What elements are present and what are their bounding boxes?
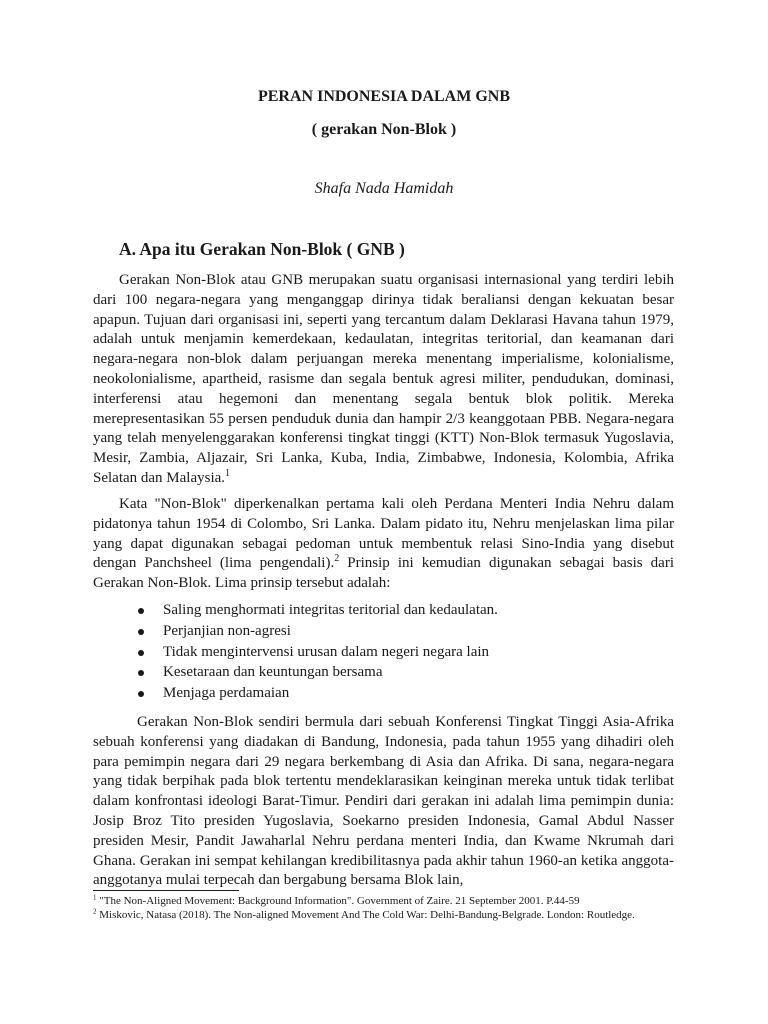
principles-list — [136, 600, 498, 704]
list-item-text: Kesetaraan dan keuntungan bersama — [163, 664, 383, 681]
bullet-icon — [138, 608, 144, 614]
footnote-text: Miskovic, Natasa (2018). The Non-aligned Movement And The Cold War: Delhi-Bandung-Belgrade. London: Routledge. — [96, 909, 635, 921]
footnote-number: 2 — [93, 907, 97, 916]
bullet-icon — [138, 691, 144, 697]
section-heading: A. Apa itu Gerakan Non-Blok ( GNB ) — [119, 239, 405, 259]
document-subtitle: ( gerakan Non-Blok ) — [311, 121, 457, 138]
paragraph-1-text: Gerakan Non-Blok atau GNB merupakan suatu organisasi internasional yang terdiri lebih dari 100 negara-negara yang menganggap dirinya tidak beraliansi dengan kekuatan besar apapun. Tujuan dari organisasi ini, seperti yang tercantum dalam Deklarasi Havana tahun 1979, adalah untuk menjamin kemerdekaan, kedaulatan, integritas teritorial, dan keamanan dari negara-negara non-blok dalam perjuangan mereka menentang imperialisme, kolonialisme, neokolonialisme, apartheid, rasisme dan segala bentuk agresi militer, pendudukan, dominasi, interferensi atau hegemoni dan menentang segala bentuk blok politik. Mereka merepresentasikan 55 persen penduduk dunia dan hampir 2/3 keanggotaan PBB. Negara-negara yang telah menyelenggarakan konferensi tingkat tinggi (KTT) Non-Blok termasuk Yugoslavia, Mesir, Zambia, Aljazair, Sri Lanka, Kuba, India, Zimbabwe, Indonesia, Kolombia, Afrika Selatan dan Malaysia. — [93, 272, 674, 486]
bullet-icon — [138, 670, 144, 676]
list-item — [136, 662, 498, 683]
list-item — [136, 683, 498, 704]
list-item — [136, 642, 498, 663]
author-name: Shafa Nada Hamidah — [314, 180, 454, 197]
bullet-icon — [138, 650, 144, 656]
footnote-text: "The Non-Aligned Movement: Background Information". Government of Zaire. 21 September 2001. P.44-59 — [96, 895, 580, 907]
footnote-reference-1: 1 — [225, 467, 231, 479]
list-item — [136, 600, 498, 621]
footnote-number: 1 — [93, 893, 97, 902]
list-item — [136, 621, 498, 642]
footnote-separator — [93, 890, 239, 891]
footnote-reference-2: 2 — [334, 553, 340, 565]
bullet-icon — [138, 629, 144, 635]
list-item-text: Tidak mengintervensi urusan dalam negeri negara lain — [163, 643, 490, 660]
footnote-1 — [93, 894, 674, 908]
paragraph-2-text-a: Kata "Non-Blok" diperkenalkan pertama kali oleh Perdana Menteri India Nehru dalam pidatonya tahun 1954 di Colombo, Sri Lanka. Dalam pidato itu, Nehru menjelaskan lima pilar yang dapat digunakan sebagai pedoman untuk membentuk relasi Sino-India yang disebut dengan Panchsheel (lima pengendali). — [93, 496, 674, 572]
list-item-text: Menjaga perdamaian — [163, 685, 290, 702]
document-title: PERAN INDONESIA DALAM GNB — [257, 88, 511, 105]
paragraph-3: Gerakan Non-Blok sendiri bermula dari sebuah Konferensi Tingkat Tinggi Asia-Afrika sebuah konferensi yang diadakan di Bandung, Indonesia, pada tahun 1955 yang dihadiri oleh para pemimpin negara dari 29 negara berkembang di Asia dan Afrika. Di sana, negara-negara yang tidak berpihak pada blok tertentu mendeklarasikan keinginan mereka untuk tidak terlibat dalam konfrontasi ideologi Barat-Timur. Pendiri dari gerakan ini adalah lima pemimpin dunia: Josip Broz Tito presiden Yugoslavia, Soekarno presiden Indonesia, Gamal Abdul Nasser presiden Mesir, Pandit Jawaharlal Nehru perdana menteri India, dan Kwame Nkrumah dari Ghana. Gerakan ini sempat kehilangan kredibilitasnya pada akhir tahun 1960-an ketika anggota-anggotanya mulai terpecah dan bergabung bersama Blok lain, — [93, 714, 674, 889]
paragraph-1 — [93, 271, 674, 489]
list-item-text: Perjanjian non-agresi — [163, 622, 291, 639]
paragraph-2-text-b: Prinsip ini kemudian digunakan sebagai basis dari Gerakan Non-Blok. Lima prinsip tersebut adalah: — [93, 555, 674, 592]
list-item-text: Saling menghormati integritas teritorial dan kedaulatan. — [163, 602, 498, 618]
paragraph-2 — [93, 495, 674, 594]
footnote-2 — [93, 908, 674, 922]
footnotes — [93, 894, 674, 922]
